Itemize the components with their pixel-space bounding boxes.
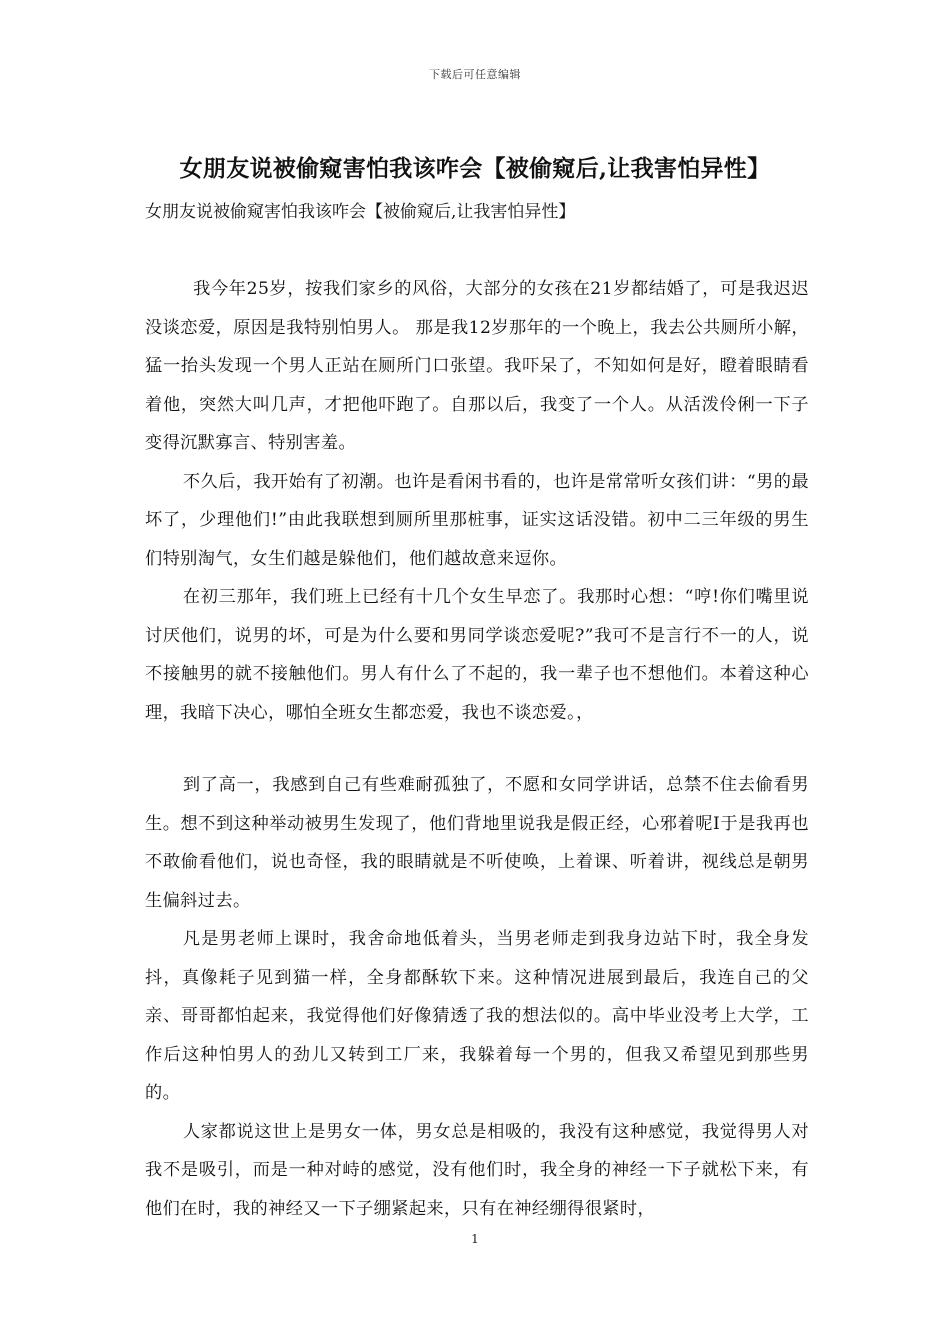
header-note: 下载后可任意编辑 [429,68,521,81]
paragraph-5: 凡是男老师上课时，我舍命地低着头，当男老师走到我身边站下时，我全身发抖，真像耗子见到猫一样，全身都酥软下来。这种情况进展到最后，我连自己的父亲、哥哥都怕起来，我觉得他们好像猜透了我的想法似的。高中毕业没考上大学，工作后这种怕男人的劲儿又转到工厂来，我躲着每一个男的，但我又希望见到那些男的。 [145,929,809,1103]
paragraph-6: 人家都说这世上是男女一体，男女总是相吸的，我没有这种感觉，我觉得男人对我不是吸引，而是一种对峙的感觉，没有他们时，我全身的神经一下子就松下来，有他们在时，我的神经又一下子绷紧起来，只有在神经绷得很紧时， [145,1121,809,1219]
paragraph-3: 在初三那年，我们班上已经有十几个女生早恋了。我那时心想：“哼!你们嘴里说讨厌他们，说男的坏，可是为什么要和男同学谈恋爱呢?”我可不是言行不一的人，说不接触男的就不接触他们。男人有什么了不起的，我一辈子也不想他们。本着这种心理，我暗下决心，哪怕全班女生都恋爱，我也不谈恋爱。， [145,587,809,723]
paragraph-2: 不久后，我开始有了初潮。也许是看闲书看的，也许是常常听女孩们讲：“男的最坏了，少理他们!”由此我联想到厕所里那桩事，证实这话没错。初中二三年级的男生们特别淘气，女生们越是躲他们，他们越故意来逗你。 [145,471,809,569]
body-text [145,270,809,1228]
paragraph-gap [145,732,809,766]
document-subtitle: 女朋友说被偷窥害怕我该咋会【被偷窥后,让我害怕异性】 [145,202,576,222]
paragraph-1: 我今年25岁，按我们家乡的风俗，大部分的女孩在21岁都结婚了，可是我迟迟没谈恋爱，原因是我特别怕男人。 那是我12岁那年的一个晚上，我去公共厕所小解，猛一抬头发现一个男人正站在厕所门口张望。我吓呆了，不知如何是好，瞪着眼睛看着他，突然大叫几声，才把他吓跑了。自那以后，我变了一个人。从活泼伶俐一下子变得沉默寡言、特别害羞。 [145,279,809,453]
document-title: 女朋友说被偷窥害怕我该咋会【被偷窥后,让我害怕异性】 [179,155,771,182]
paragraph-4: 到了高一，我感到自己有些难耐孤独了，不愿和女同学讲话，总禁不住去偷看男生。想不到这种举动被男生发现了，他们背地里说我是假正经，心邪着呢I于是我再也不敢偷看他们，说也奇怪，我的眼睛就是不听使唤，上着课、听着讲，视线总是朝男生偏斜过去。 [145,775,809,911]
page-number: 1 [471,1232,479,1246]
